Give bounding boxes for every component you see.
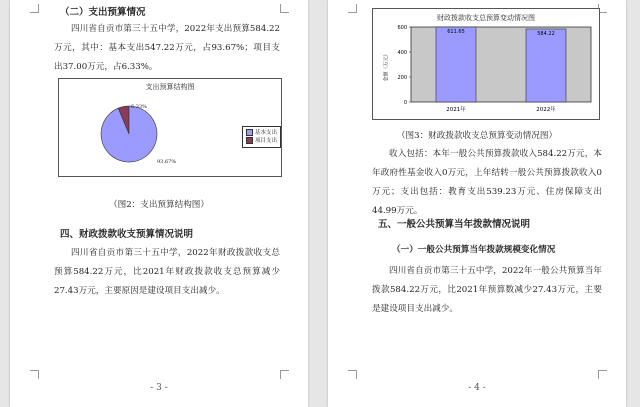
margin-mark (280, 370, 289, 379)
pie-legend (242, 126, 281, 148)
y-tick-label: 600 (397, 25, 407, 31)
pie-label-small: 6.33% (131, 104, 147, 110)
y-tick-label: 200 (397, 75, 407, 81)
y-axis-label: 金额（万元） (383, 51, 390, 82)
legend-swatch (246, 137, 253, 144)
paragraph-budget: 四川省自贡市第三十五中学，2022年支出预算584.22万元，其中：基本支出547.22万元，占93.67%；项目支出37.00万元，占6.33%。 (54, 24, 280, 72)
bar-value-label: 611.65 (447, 29, 465, 35)
margin-mark (348, 4, 357, 13)
margin-mark (30, 370, 39, 379)
figure-caption-3: （图3：财政拨款收支总预算变动情况图） (396, 131, 558, 141)
y-tick-label: 400 (397, 50, 407, 56)
page-number: - 3 - (150, 383, 168, 393)
pie-slice-基本支出 (101, 106, 157, 162)
section-heading-fiscal: 四、财政拨款收支预算情况说明 (60, 229, 194, 240)
bar-chart-title: 财政拨款收支总预算变动情况图 (437, 14, 535, 22)
section-heading-budget: （二）支出预算情况 (60, 7, 146, 18)
document-page-3 (10, 0, 308, 407)
margin-mark (598, 370, 607, 379)
margin-mark (280, 4, 289, 13)
page-number: - 4 - (468, 383, 486, 393)
bar-2021年 (436, 27, 476, 102)
paragraph-general: 四川省自贡市第三十五中学，2022年一般公共预算当年拨款584.22万元，比2021年预算数减少27.43万元，主要是建设项目支出减少。 (372, 266, 602, 314)
bar-value-label: 584.22 (537, 30, 555, 37)
legend-item (246, 137, 277, 145)
paragraph-income: 收入包括：本年一般公共预算拨款收入584.22万元，本年政府性基金收入0万元，上年结转一般公共预算拨款收入0万元；支出包括：教育支出539.23万元、住房保障支出44.99万元。 (372, 149, 602, 216)
margin-mark (30, 4, 39, 13)
pie-chart (58, 78, 282, 177)
figure-caption-2: （图2：支出预算结构图） (109, 200, 209, 210)
document-page-4 (328, 0, 626, 407)
section-heading-general: 五、一般公共预算当年拨款情况说明 (378, 219, 531, 230)
legend-label: 项目支出 (255, 138, 278, 144)
legend-swatch (246, 129, 253, 136)
x-tick-label: 2021年 (446, 107, 466, 113)
pie-chart-title: 支出预算结构图 (145, 83, 195, 91)
bar-chart-canvas (373, 9, 599, 119)
bar-2022年 (526, 29, 566, 102)
y-tick-label: 0 (403, 100, 407, 106)
legend-item (246, 129, 277, 137)
pie-label-large: 93.67% (157, 159, 177, 165)
x-tick-label: 2022年 (536, 107, 556, 113)
bar-chart (372, 8, 600, 120)
subsection-heading-general: （一）一般公共预算当年拨款规模变化情况 (392, 245, 556, 255)
paragraph-fiscal: 四川省自贡市第三十五中学，2022年财政拨款收支总预算584.22万元，比2021年财政拨款收支总预算减少27.43万元，主要原因是建设项目支出减少。 (54, 248, 280, 296)
margin-mark (348, 370, 357, 379)
legend-label: 基本支出 (255, 130, 278, 136)
